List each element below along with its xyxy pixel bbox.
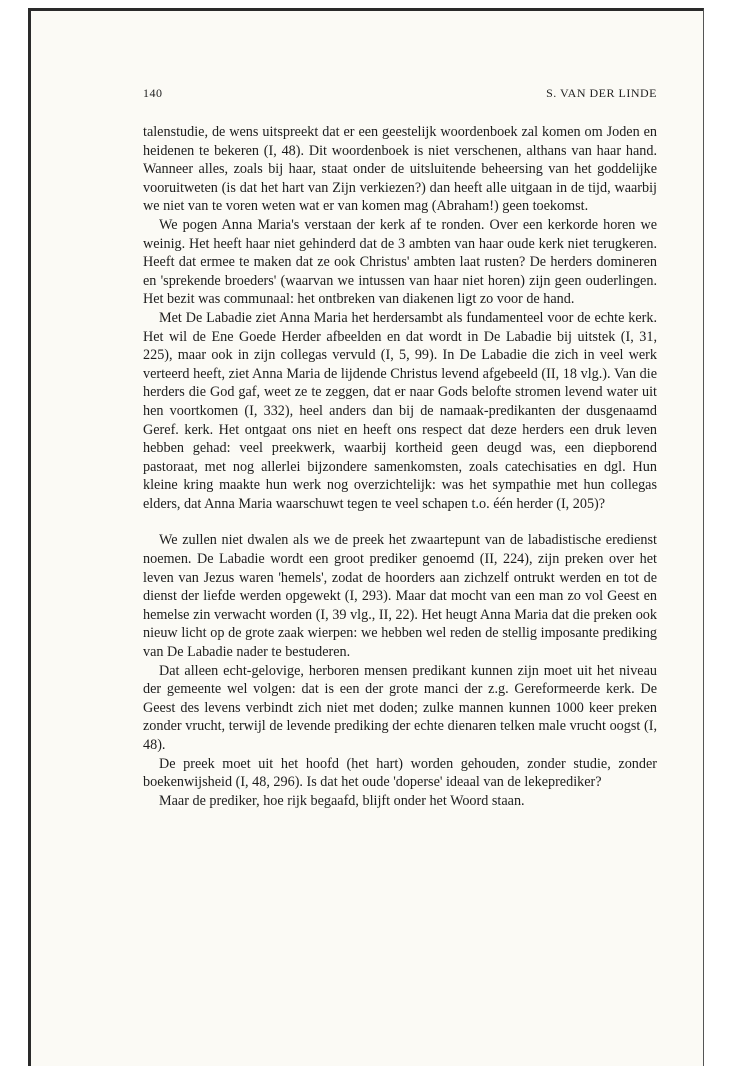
running-head: S. VAN DER LINDE [546,86,657,100]
page-number: 140 [143,86,163,100]
paragraph: Met De Labadie ziet Anna Maria het herdersambt als fundamenteel voor de echte kerk. Het wil de Ene Goede Herder afbeelden en dat wordt in De Labadie bij uitstek (I, 31, 225), maar ook in zijn collegas vervuld (I, 5, 99). In De Labadie die zich in veel werk verteerd heeft, ziet Anna Maria de lijdende Christus levend afgebeeld (II, 18 vlg.). Van die herders die God gaf, weet ze te zeggen, dat er naar Gods belofte stromen levend water uit hen voortkomen (I, 332), heel anders dan bij de namaak-predikanten der dusgenaamd Geref. kerk. Het ontgaat ons niet en heeft ons respect dat deze herders een druk leven hebben gehad: veel preekwerk, waarbij kortheid geen deugd was, een diepborend pastoraat, met nog allerlei bijzondere samenkomsten, zoals catechisaties en dgl. Hun kleine kring maakte hun werk nog overzichtelijk: was het sympathie met hun collegas elders, dat Anna Maria waarschuwt tegen te veel schapen t.o. één herder (I, 205)? [143,309,657,512]
paragraph: We pogen Anna Maria's verstaan der kerk af te ronden. Over een kerkorde horen we weinig. Het heeft haar niet gehinderd dat de 3 ambten van haar oude kerk niet terugkeren. Heeft dat ermee te maken dat ze ook Christus' ambten laat rusten? De herders domineren en 'sprekende broeders' (waarvan we intussen van haar niet horen) zijn geen ouderlingen. Het bezit was communaal: het ontbreken van diakenen ligt zo voor de hand. [143,216,657,308]
paragraph: talenstudie, de wens uitspreekt dat er een geestelijk woordenboek zal komen om Joden en heidenen te bekeren (I, 48). Dit woordenboek is niet verschenen, althans van haar hand. Wanneer alles, zoals bij haar, staat onder de uitsluitende beheersing van het goddelijke vooruitweten (is dat het hart van Zijn verkiezen?) dan heeft alle uitgaan in de tijd, waarbij we niet van te voren weten wat er van komen mag (Abraham!) geen toekomst. [143,124,657,215]
paragraph: De preek moet uit het hoofd (het hart) worden gehouden, zonder studie, zonder boekenwijsheid (I, 48, 296). Is dat het oude 'doperse' ideaal van de lekeprediker? [143,755,657,791]
paragraph: Dat alleen echt-gelovige, herboren mensen predikant kunnen zijn moet uit het niveau der gemeente wel volgen: dat is een der grote manci der z.g. Gereformeerde kerk. De Geest des levens verbindt zich niet met doden; zulke mannen kunnen 1000 keer preken zonder vrucht, terwijl de levende prediking der echte dienaren telken male vrucht oogst (I, 48). [143,662,657,753]
page-header [143,86,657,106]
paragraph: We zullen niet dwalen als we de preek het zwaartepunt van de labadistische eredienst noemen. De Labadie wordt een groot prediker genoemd (II, 224), zijn preken over het leven van Jezus waren 'hemels', zodat de hoorders aan zichzelf ontrukt werden en tot de dienst der liefde werden opgewekt (I, 293). Maar dat mocht van een man zo vol Geest en hemelse zin verwacht worden (I, 39 vlg., II, 22). Het heugt Anna Maria dat die preken ook nieuw licht op de grote zaak wierpen: we hebben wel reden de stellig imposante prediking van De Labadie nader te bestuderen. [143,532,657,661]
body-text [143,123,657,810]
paragraph: Maar de prediker, hoe rijk begaafd, blijft onder het Woord staan. [159,792,525,809]
